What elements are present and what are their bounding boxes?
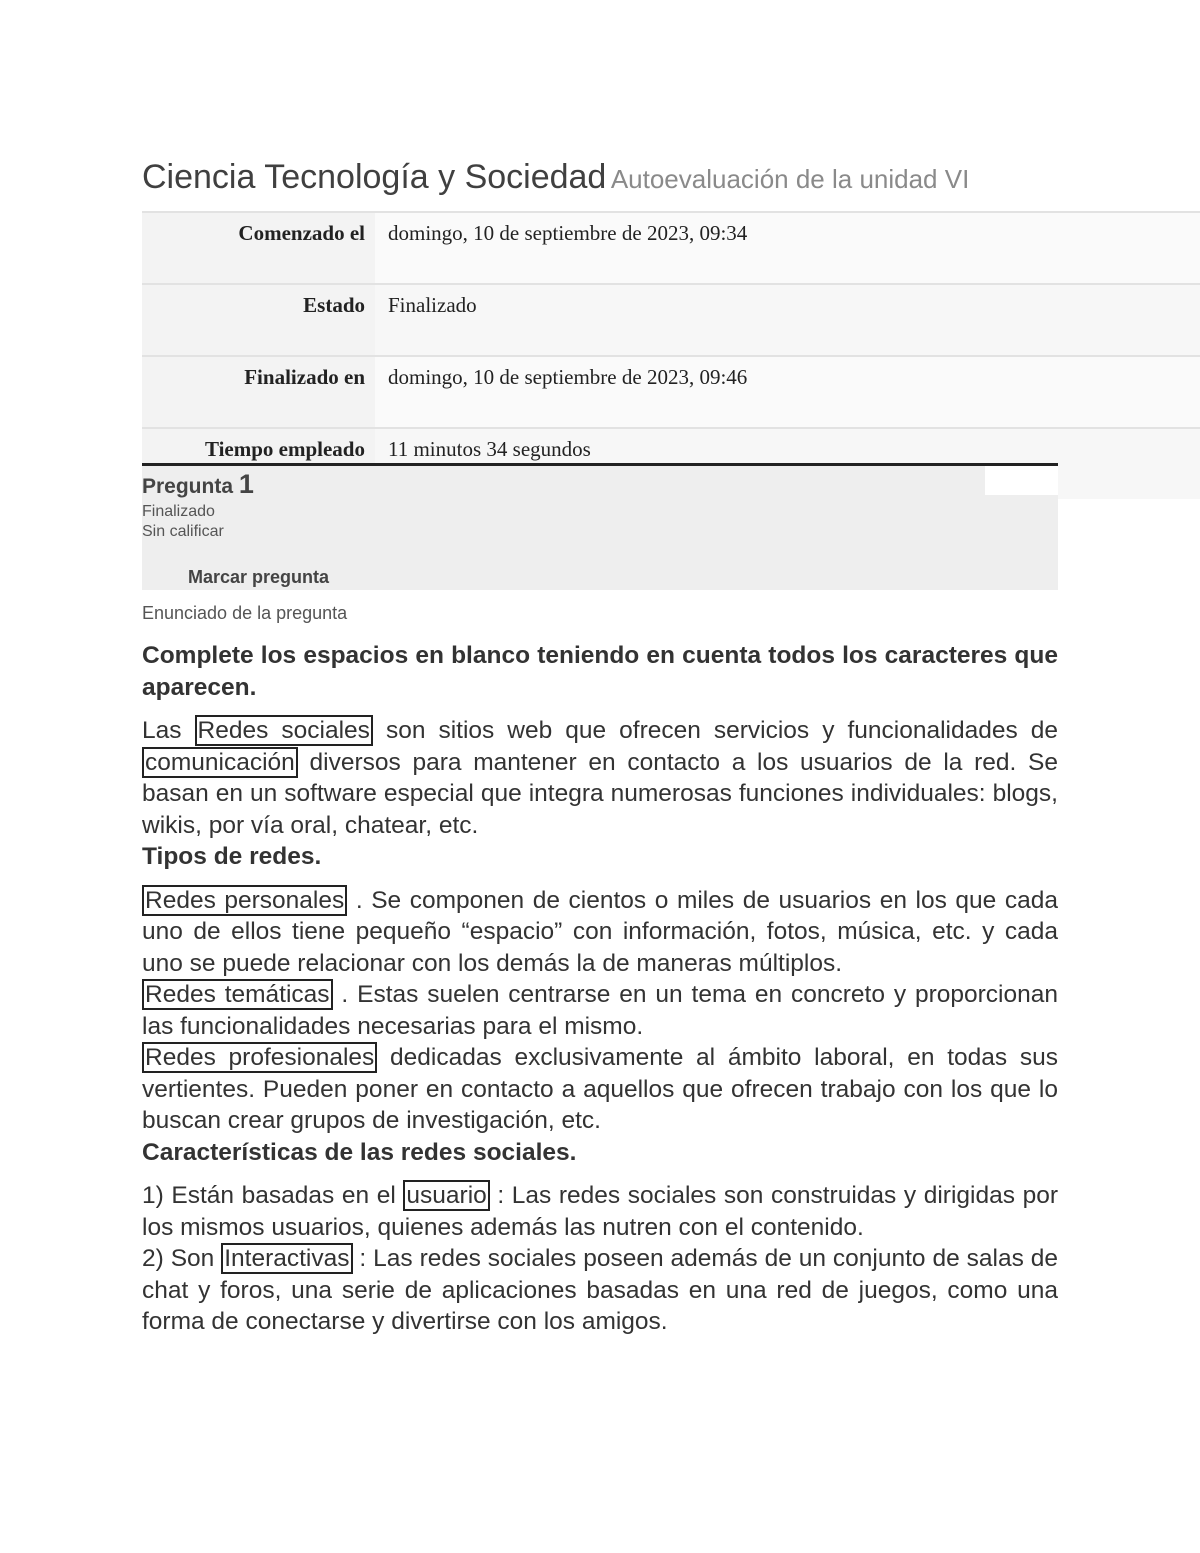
- flag-question-link[interactable]: Marcar pregunta: [188, 567, 330, 587]
- summary-row-finished: [142, 356, 1200, 428]
- answer-blank-4[interactable]: Redes temáticas: [142, 979, 333, 1010]
- feature-2-text-b: : Las redes sociales poseen además de un conjunto de salas de chat y foros, una serie de aplicaciones basadas en una red de juegos, como una forma de conectarse y divertirse con los amigos.: [142, 1245, 1058, 1335]
- summary-row-started: [142, 212, 1200, 284]
- question-instruction: Complete los espacios en blanco teniendo en cuenta todos los caracteres que aparecen.: [142, 642, 1058, 701]
- answer-blank-7[interactable]: Interactivas: [221, 1243, 352, 1274]
- time-value: 11 minutos 34 segundos: [375, 428, 1200, 499]
- intro-text-a: Las: [142, 717, 182, 744]
- state-label: Estado: [142, 284, 375, 356]
- answer-blank-3[interactable]: Redes personales: [142, 885, 347, 916]
- question-statement-label: Enunciado de la pregunta: [142, 603, 348, 623]
- started-value: domingo, 10 de septiembre de 2023, 09:34: [375, 212, 1200, 284]
- question-number: [142, 469, 254, 500]
- type-thematic: [142, 979, 1058, 1042]
- question-text: [142, 640, 1058, 1338]
- attempt-summary-table: [142, 211, 1200, 499]
- types-heading: Tipos de redes.: [142, 843, 322, 870]
- question-number-value: 1: [238, 469, 254, 499]
- type-professional-text: dedicadas exclusivamente al ámbito laboral, en todas sus vertientes. Pueden poner en contacto a aquellos que ofrecen trabajo con los que lo buscan crear grupos de investigación, etc.: [142, 1044, 1058, 1134]
- type-thematic-text: . Estas suelen centrarse en un tema en concreto y proporcionan las funcionalidades necesarias para el mismo.: [142, 981, 1058, 1040]
- state-value: Finalizado: [375, 284, 1200, 356]
- finished-label: Finalizado en: [142, 356, 375, 428]
- quiz-title: Autoevaluación de la unidad VI: [610, 164, 970, 194]
- feature-1-text-a: 1) Están basadas en el: [142, 1182, 396, 1209]
- question-info-panel: [142, 463, 1058, 590]
- type-professional: [142, 1042, 1058, 1137]
- answer-blank-6[interactable]: usuario: [403, 1180, 489, 1211]
- question-state: Finalizado: [142, 503, 215, 520]
- question-status: [142, 502, 224, 542]
- intro-text-b: son sitios web que ofrecen servicios y funcionalidades de: [385, 717, 1059, 744]
- finished-value: domingo, 10 de septiembre de 2023, 09:46: [375, 356, 1200, 428]
- features-heading: Características de las redes sociales.: [142, 1138, 577, 1166]
- summary-row-state: [142, 284, 1200, 356]
- answer-blank-1[interactable]: Redes sociales: [195, 715, 373, 746]
- feature-1-text-b: : Las redes sociales son construidas y dirigidas por los mismos usuarios, quienes además las nutren con el contenido.: [142, 1182, 1058, 1241]
- question-info-notch: [985, 466, 1058, 495]
- feature-2-text-a: 2) Son: [142, 1245, 215, 1272]
- feature-2: [142, 1243, 1058, 1338]
- answer-blank-5[interactable]: Redes profesionales: [142, 1042, 377, 1073]
- paragraph-intro: [142, 715, 1058, 841]
- type-personal: [142, 885, 1058, 980]
- course-title: Ciencia Tecnología y Sociedad: [142, 158, 607, 196]
- question-label: Pregunta: [142, 475, 234, 498]
- intro-text-c: diversos para mantener en contacto a los usuarios de la red. Se basan en un software especial que integra numerosas funciones individuales: blogs, wikis, por vía oral, chatear, etc.: [142, 748, 1058, 839]
- question-grade: Sin calificar: [142, 523, 224, 540]
- type-personal-text: . Se componen de cientos o miles de usuarios en los que cada uno de ellos tiene pequeño “espacio” con información, fotos, música, etc. y cada uno se puede relacionar con los demás la de maneras múltiplos.: [142, 886, 1058, 977]
- time-label: Tiempo empleado: [142, 428, 375, 499]
- feature-1: [142, 1180, 1058, 1243]
- page-title: [142, 158, 969, 197]
- answer-blank-2[interactable]: comunicación: [142, 747, 298, 778]
- started-label: Comenzado el: [142, 212, 375, 284]
